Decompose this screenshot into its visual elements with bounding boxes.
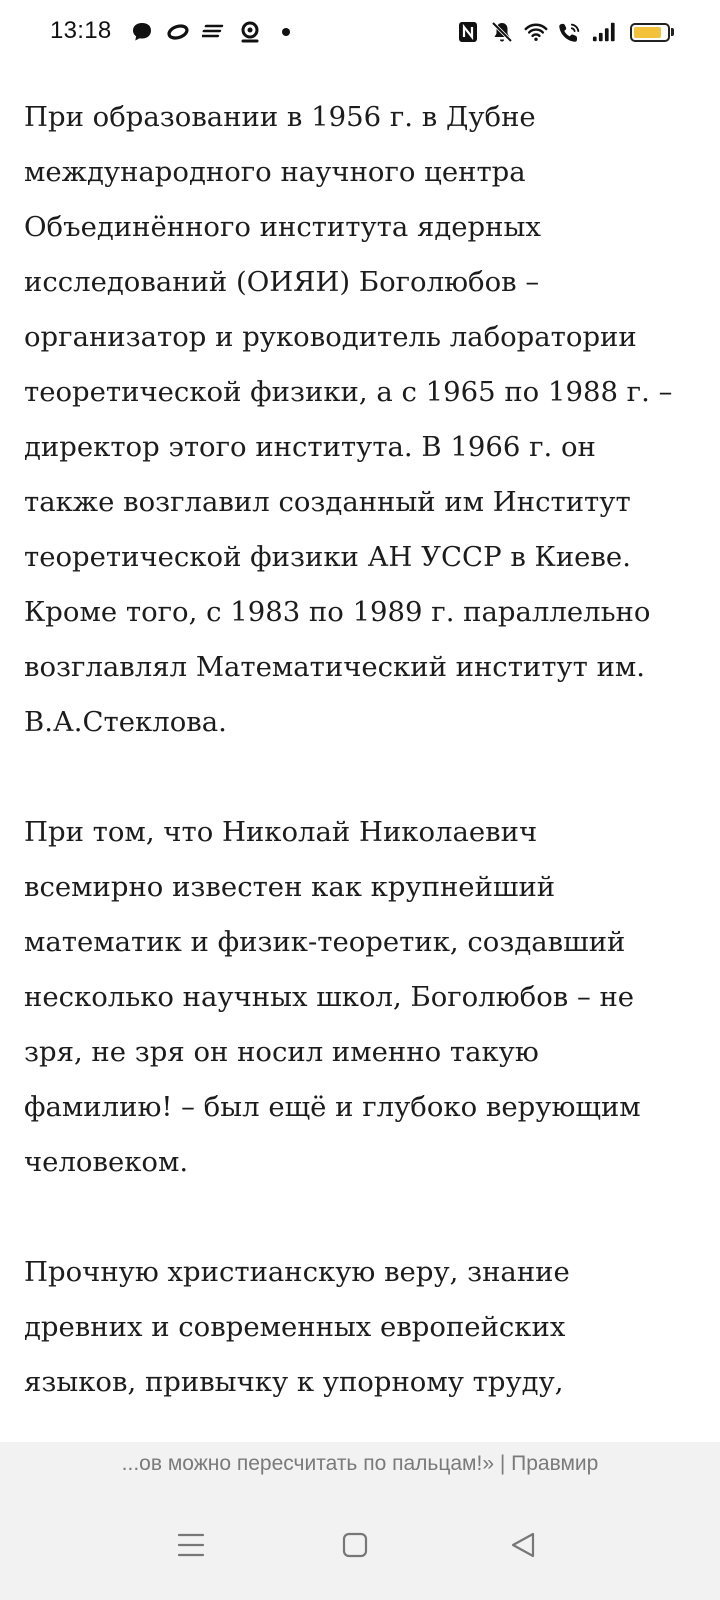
- article-paragraph-1: При образовании в 1956 г. в Дубне международного научного центра Объединённого института ядерных исследований (ОИЯИ) Боголюбов – организатор и руководитель лаборатории теоретической физики, а с 1965 по 1988 г. – директор этого института. В 1966 г. он также возглавил созданный им Институт теоретической физики АН УССР в Киеве. Кроме того, с 1983 по 1989 г. параллельно возглавлял Математический институт им. В.А.Стеклова.: [24, 101, 673, 738]
- notification-icons: [130, 18, 298, 46]
- article-paragraph-2: При том, что Николай Николаевич всемирно известен как крупнейший математик и физик-теоретик, создавший несколько научных школ, Боголюбов – не зря, не зря он носил именно такую фамилию! – был ещё и глубоко верующим человеком.: [24, 816, 641, 1178]
- assistant-icon: [238, 20, 262, 44]
- wifi-call-icon: [558, 20, 582, 44]
- mute-icon: [490, 20, 514, 44]
- battery-fill: [634, 27, 661, 38]
- battery-icon: [630, 23, 674, 42]
- wifi-icon: [524, 20, 548, 44]
- article-body: [24, 90, 684, 1465]
- back-button[interactable]: [498, 1522, 548, 1572]
- back-icon: [510, 1531, 536, 1563]
- status-bar: [0, 0, 720, 64]
- article-paragraph-3: Прочную христианскую веру, знание древних и современных европейских языков, привычку к упорному труду,: [24, 1256, 570, 1398]
- home-icon: [342, 1532, 368, 1562]
- status-time: 13:18: [50, 17, 112, 44]
- system-icons: [456, 18, 674, 46]
- ring-icon: [166, 20, 190, 44]
- chat-icon: [130, 20, 154, 44]
- dot-icon: [274, 20, 298, 44]
- bottom-panel: [0, 1442, 720, 1600]
- navigation-bar: [0, 1502, 720, 1592]
- stack-icon: [202, 20, 226, 44]
- menu-button[interactable]: [166, 1522, 216, 1572]
- source-link[interactable]: ...ов можно пересчитать по пальцам!» | Правмир: [121, 1452, 599, 1475]
- menu-icon: [177, 1532, 205, 1562]
- nfc-icon: [456, 20, 480, 44]
- home-button[interactable]: [330, 1522, 380, 1572]
- battery-body: [630, 23, 670, 42]
- signal-icon: [592, 20, 616, 44]
- battery-cap: [671, 28, 674, 36]
